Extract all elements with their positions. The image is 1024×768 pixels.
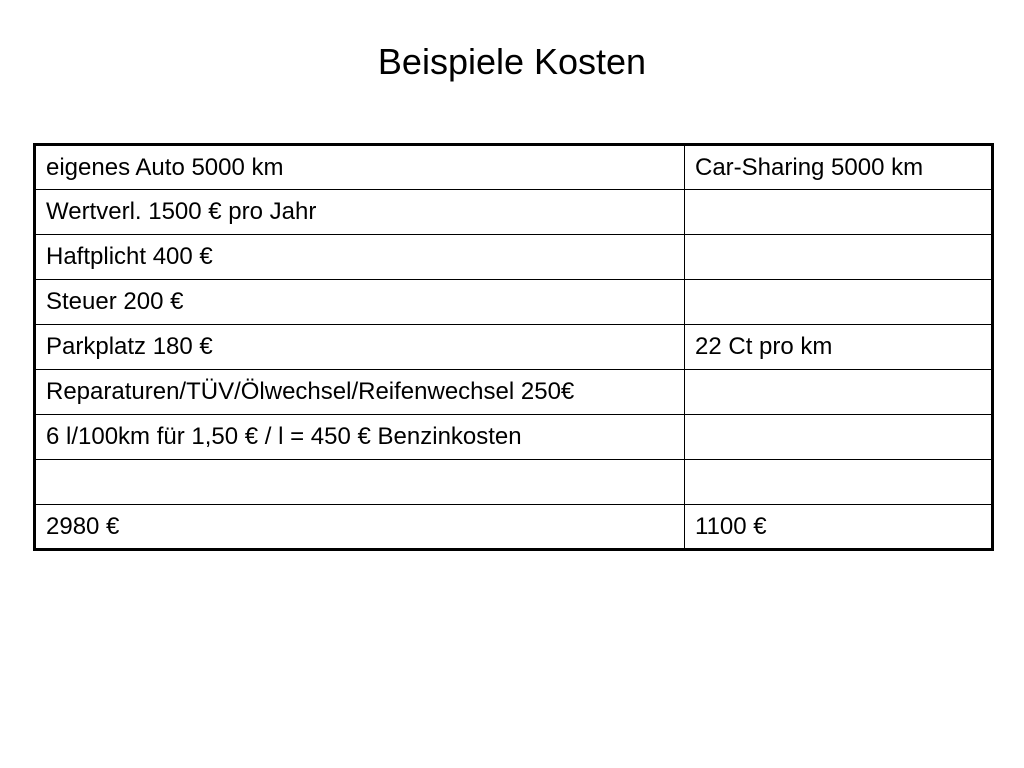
table-row xyxy=(35,235,993,280)
car-sharing-cost-cell xyxy=(685,280,993,325)
own-car-cost-cell: Reparaturen/TÜV/Ölwechsel/Reifenwechsel 250€ xyxy=(35,370,685,415)
own-car-cost-cell: Parkplatz 180 € xyxy=(35,325,685,370)
car-sharing-cost-cell xyxy=(685,415,993,460)
car-sharing-cost-cell xyxy=(685,235,993,280)
car-sharing-cost-cell xyxy=(685,190,993,235)
car-sharing-cost-cell xyxy=(685,370,993,415)
own-car-cost-cell: Haftplicht 400 € xyxy=(35,235,685,280)
own-car-cost-cell xyxy=(35,460,685,505)
car-sharing-cost-cell: 22 Ct pro km xyxy=(685,325,993,370)
table-row xyxy=(35,460,993,505)
car-sharing-cost-cell xyxy=(685,460,993,505)
table-row xyxy=(35,370,993,415)
table-row xyxy=(35,415,993,460)
table-total-row xyxy=(35,505,993,550)
table-row xyxy=(35,325,993,370)
own-car-total-cell: 2980 € xyxy=(35,505,685,550)
own-car-cost-cell: Wertverl. 1500 € pro Jahr xyxy=(35,190,685,235)
car-sharing-header-cell: Car-Sharing 5000 km xyxy=(685,145,993,190)
own-car-cost-cell: Steuer 200 € xyxy=(35,280,685,325)
table-header-row xyxy=(35,145,993,190)
slide-title: Beispiele Kosten xyxy=(377,41,647,82)
table-row xyxy=(35,190,993,235)
car-sharing-total-cell: 1100 € xyxy=(685,505,993,550)
table-row xyxy=(35,280,993,325)
own-car-header-cell: eigenes Auto 5000 km xyxy=(35,145,685,190)
cost-comparison-table xyxy=(33,143,994,551)
own-car-cost-cell: 6 l/100km für 1,50 € / l = 450 € Benzinkosten xyxy=(35,415,685,460)
